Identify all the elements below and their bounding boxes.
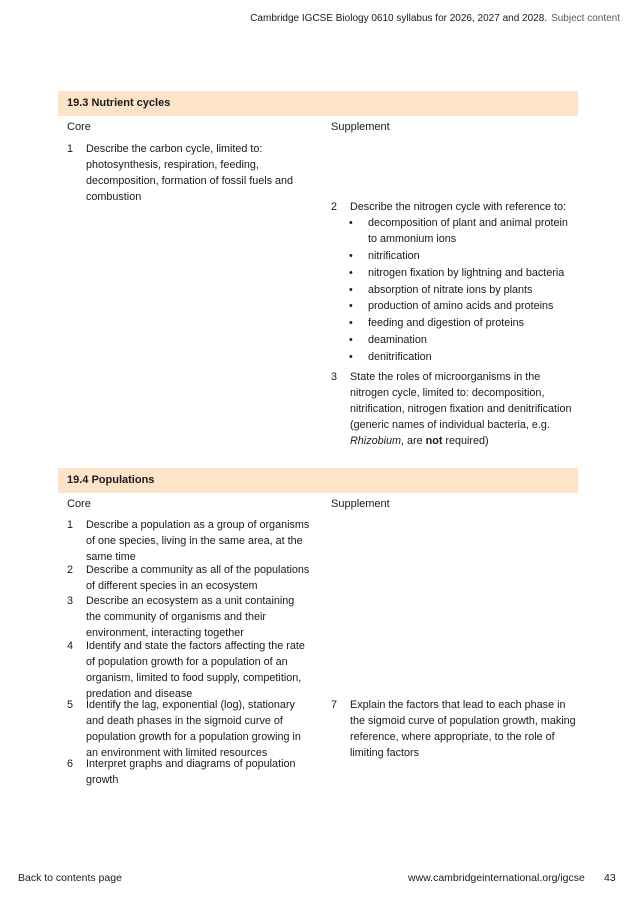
bullet-text: nitrogen fixation by lightning and bacteria: [368, 267, 565, 279]
item-number: 7: [331, 699, 338, 711]
bullet-symbol: •: [349, 250, 353, 262]
bullet-text: denitrification: [368, 351, 432, 363]
genus-name: Rhizobium: [350, 435, 402, 447]
item-text: Identify and state the factors affecting the rate of population growth for a population of an organism, limited to food supply, competition, predation and disease: [86, 640, 305, 700]
item-text: Identify the lag, exponential (log), stationary and death phases in the sigmoid curve of population growth for a population growing in an environment with limited resources: [86, 699, 301, 759]
bullet-item: [349, 298, 579, 314]
item-number: 2: [331, 201, 338, 213]
section-heading-populations: 19.4 Populations: [58, 468, 578, 493]
item-text: Describe the carbon cycle, limited to: photosynthesis, respiration, feeding, decomposition, formation of fossil fuels and combustion: [86, 143, 294, 203]
bullet-item: [349, 265, 579, 281]
bullet-symbol: •: [349, 284, 353, 296]
bullet-item: [349, 248, 579, 264]
bullet-item: [349, 215, 579, 247]
bullet-symbol: •: [349, 267, 353, 279]
page-number: 43: [604, 872, 616, 884]
header-section: Subject content: [551, 13, 620, 24]
emphasis-not: not: [425, 435, 443, 447]
running-header: [250, 13, 620, 24]
section-heading-nutrient-cycles: 19.3 Nutrient cycles: [58, 91, 578, 116]
core-column-label: Core: [67, 498, 91, 510]
supplement-item: [331, 697, 576, 761]
item-number: 1: [67, 519, 74, 531]
core-item: [67, 697, 312, 761]
item-number: 3: [67, 595, 74, 607]
bullet-text: decomposition of plant and animal protein to ammonium ions: [368, 217, 568, 245]
bullet-item: [349, 332, 579, 348]
item-text: Explain the factors that lead to each phase in the sigmoid curve of population growth, making reference, where appropriate, to the role of limiting factors: [350, 699, 576, 759]
bullet-symbol: •: [349, 300, 353, 312]
bullet-item: [349, 315, 579, 331]
item-text: Interpret graphs and diagrams of population growth: [86, 758, 296, 786]
item-text: Describe a community as all of the populations of different species in an ecosystem: [86, 564, 310, 592]
item-number: 2: [67, 564, 74, 576]
bullet-symbol: •: [349, 334, 353, 346]
bullet-item: [349, 282, 579, 298]
back-to-contents-link[interactable]: Back to contents page: [18, 872, 122, 884]
item-text-part: State the roles of microorganisms in the nitrogen cycle, limited to: decomposition, nitrification, nitrogen fixation and denitrification (generic names of individual bacteria, e.g.: [350, 371, 572, 431]
item-number: 6: [67, 758, 74, 770]
header-title: Cambridge IGCSE Biology 0610 syllabus for 2026, 2027 and 2028.: [250, 13, 548, 24]
bullet-text: nitrification: [368, 250, 420, 262]
supplement-item: [331, 369, 576, 449]
core-item: [67, 517, 312, 565]
supplement-column-label: Supplement: [331, 121, 390, 133]
bullet-text: production of amino acids and proteins: [368, 300, 554, 312]
item-text: Describe an ecosystem as a unit containing the community of organisms and their environment, interacting together: [86, 595, 295, 639]
item-text: Describe a population as a group of organisms of one species, living in the same area, at the same time: [86, 519, 310, 563]
item-number: 1: [67, 143, 74, 155]
core-item: [67, 141, 312, 205]
bullet-symbol: •: [349, 351, 353, 363]
core-item: [67, 756, 312, 788]
website-url-link[interactable]: www.cambridgeinternational.org/igcse: [408, 872, 585, 884]
core-item: [67, 562, 312, 594]
item-number: 3: [331, 371, 338, 383]
core-column-label: Core: [67, 121, 91, 133]
item-number: 5: [67, 699, 74, 711]
bullet-text: deamination: [368, 334, 427, 346]
supplement-column-label: Supplement: [331, 498, 390, 510]
bullet-text: feeding and digestion of proteins: [368, 317, 525, 329]
bullet-item: [349, 349, 579, 365]
item-number: 4: [67, 640, 74, 652]
bullet-text: absorption of nitrate ions by plants: [368, 284, 533, 296]
bullet-symbol: •: [349, 217, 353, 229]
core-item: [67, 638, 312, 702]
bullet-symbol: •: [349, 317, 353, 329]
item-text-part: , are: [401, 435, 426, 447]
supplement-item: [331, 199, 576, 215]
core-item: [67, 593, 312, 641]
item-text: [350, 369, 576, 449]
item-text-part: required): [442, 435, 489, 447]
item-text: Describe the nitrogen cycle with reference to:: [350, 201, 567, 213]
